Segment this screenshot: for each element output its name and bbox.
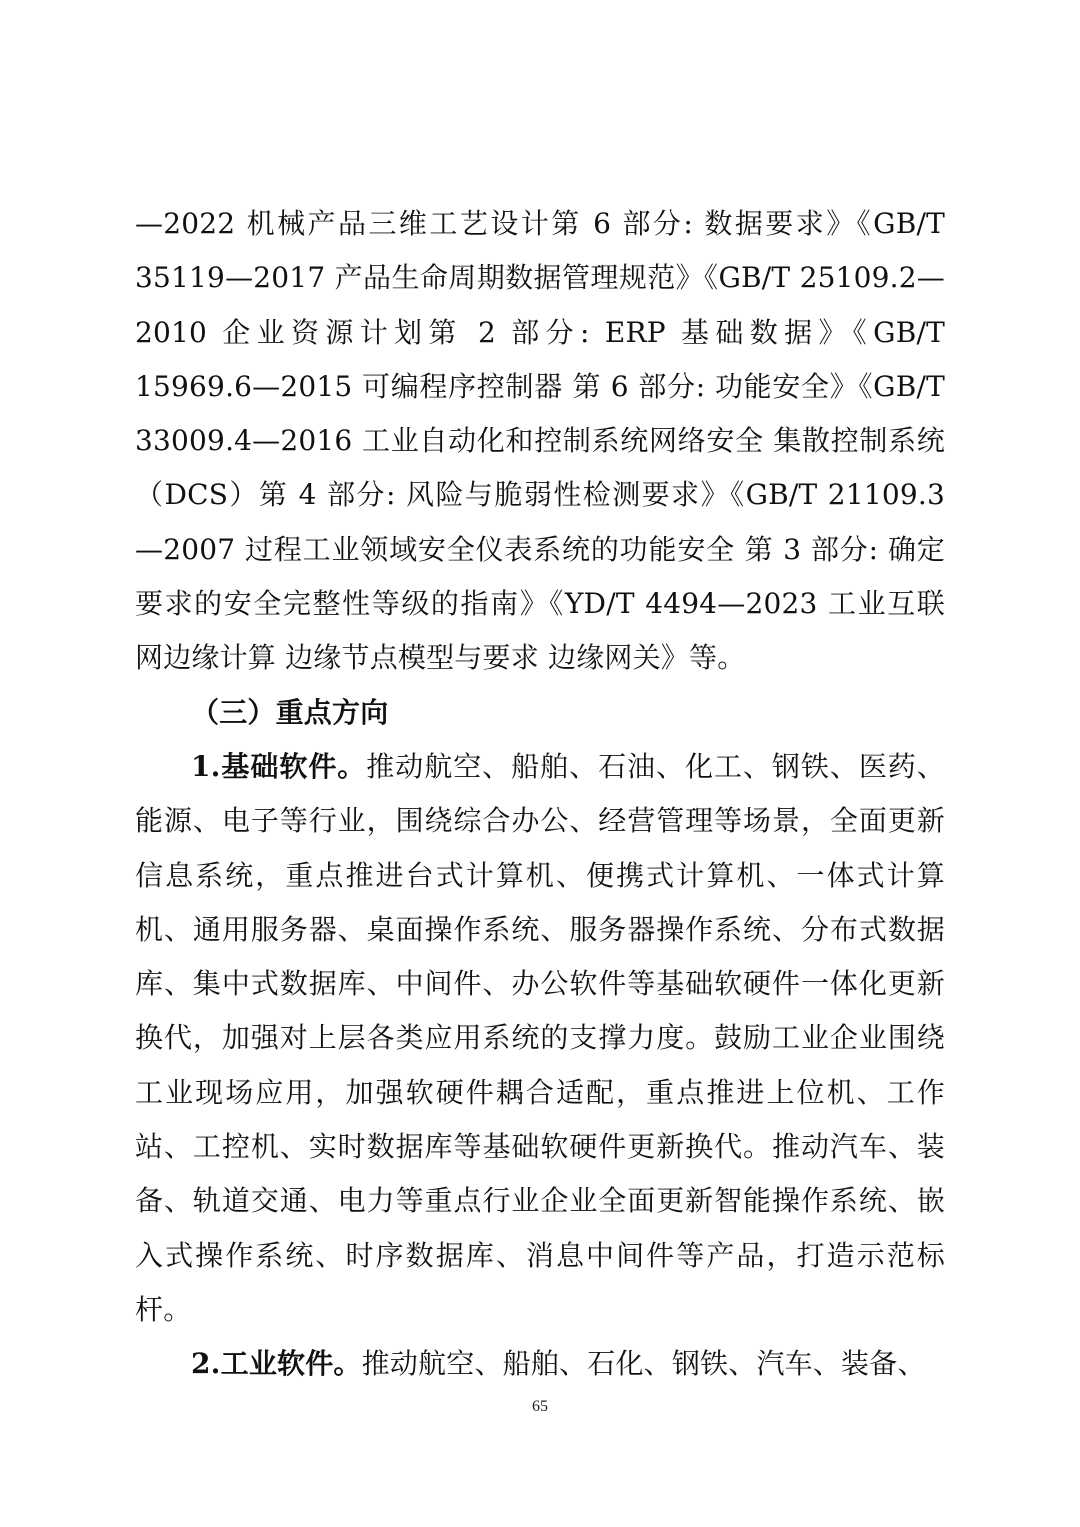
page-number: 65 [532,1398,548,1415]
item-basic-software-text: 推动航空、船舶、石油、化工、钢铁、医药、能源、电子等行业，围绕综合办公、经营管理等场景，全面更新信息系统，重点推进台式计算机、便携式计算机、一体式计算机、通用服务器、桌面操作系统、服务器操作系统、分布式数据库、集中式数据库、中间件、办公软件等基础软硬件一体化更新换代，加强对上层各类应用系统的支撑力度。鼓励工业企业围绕工业现场应用，加强软硬件耦合适配，重点推进上位机、工作站、工控机、实时数据库等基础软硬件更新换代。推动汽车、装备、轨道交通、电力等重点行业企业全面更新智能操作系统、嵌入式操作系统、时序数据库、消息中间件等产品，打造示范标杆。 [135,749,945,1326]
item-basic-software [135,740,945,1337]
item-industrial-software-text: 推动航空、船舶、石化、钢铁、汽车、装备、 [361,1347,926,1381]
section-heading: （三）重点方向 [191,695,389,729]
document-body [135,197,945,1392]
item-industrial-software [135,1337,945,1391]
item-industrial-software-title: 2.工业软件。 [191,1347,362,1381]
standards-list-paragraph: —2022 机械产品三维工艺设计第 6 部分: 数据要求》《GB/T 35119—2017 产品生命周期数据管理规范》《GB/T 25109.2—2010 企业资源计划第 2 部分: ERP 基础数据》《GB/T 15969.6—2015 可编程序控制器 第 6 部分: 功能安全》《GB/T 33009.4—2016 工业自动化和控制系统网络安全 集散控制系统（DCS）第 4 部分: 风险与脆弱性检测要求》《GB/T 21109.3—2007 过程工业领域安全仪表系统的功能安全 第 3 部分: 确定要求的安全完整性等级的指南》《YD/T 4494—2023 工业互联网边缘计算 边缘节点模型与要求 边缘网关》等。 [135,207,945,675]
item-basic-software-title: 1.基础软件。 [191,749,367,783]
